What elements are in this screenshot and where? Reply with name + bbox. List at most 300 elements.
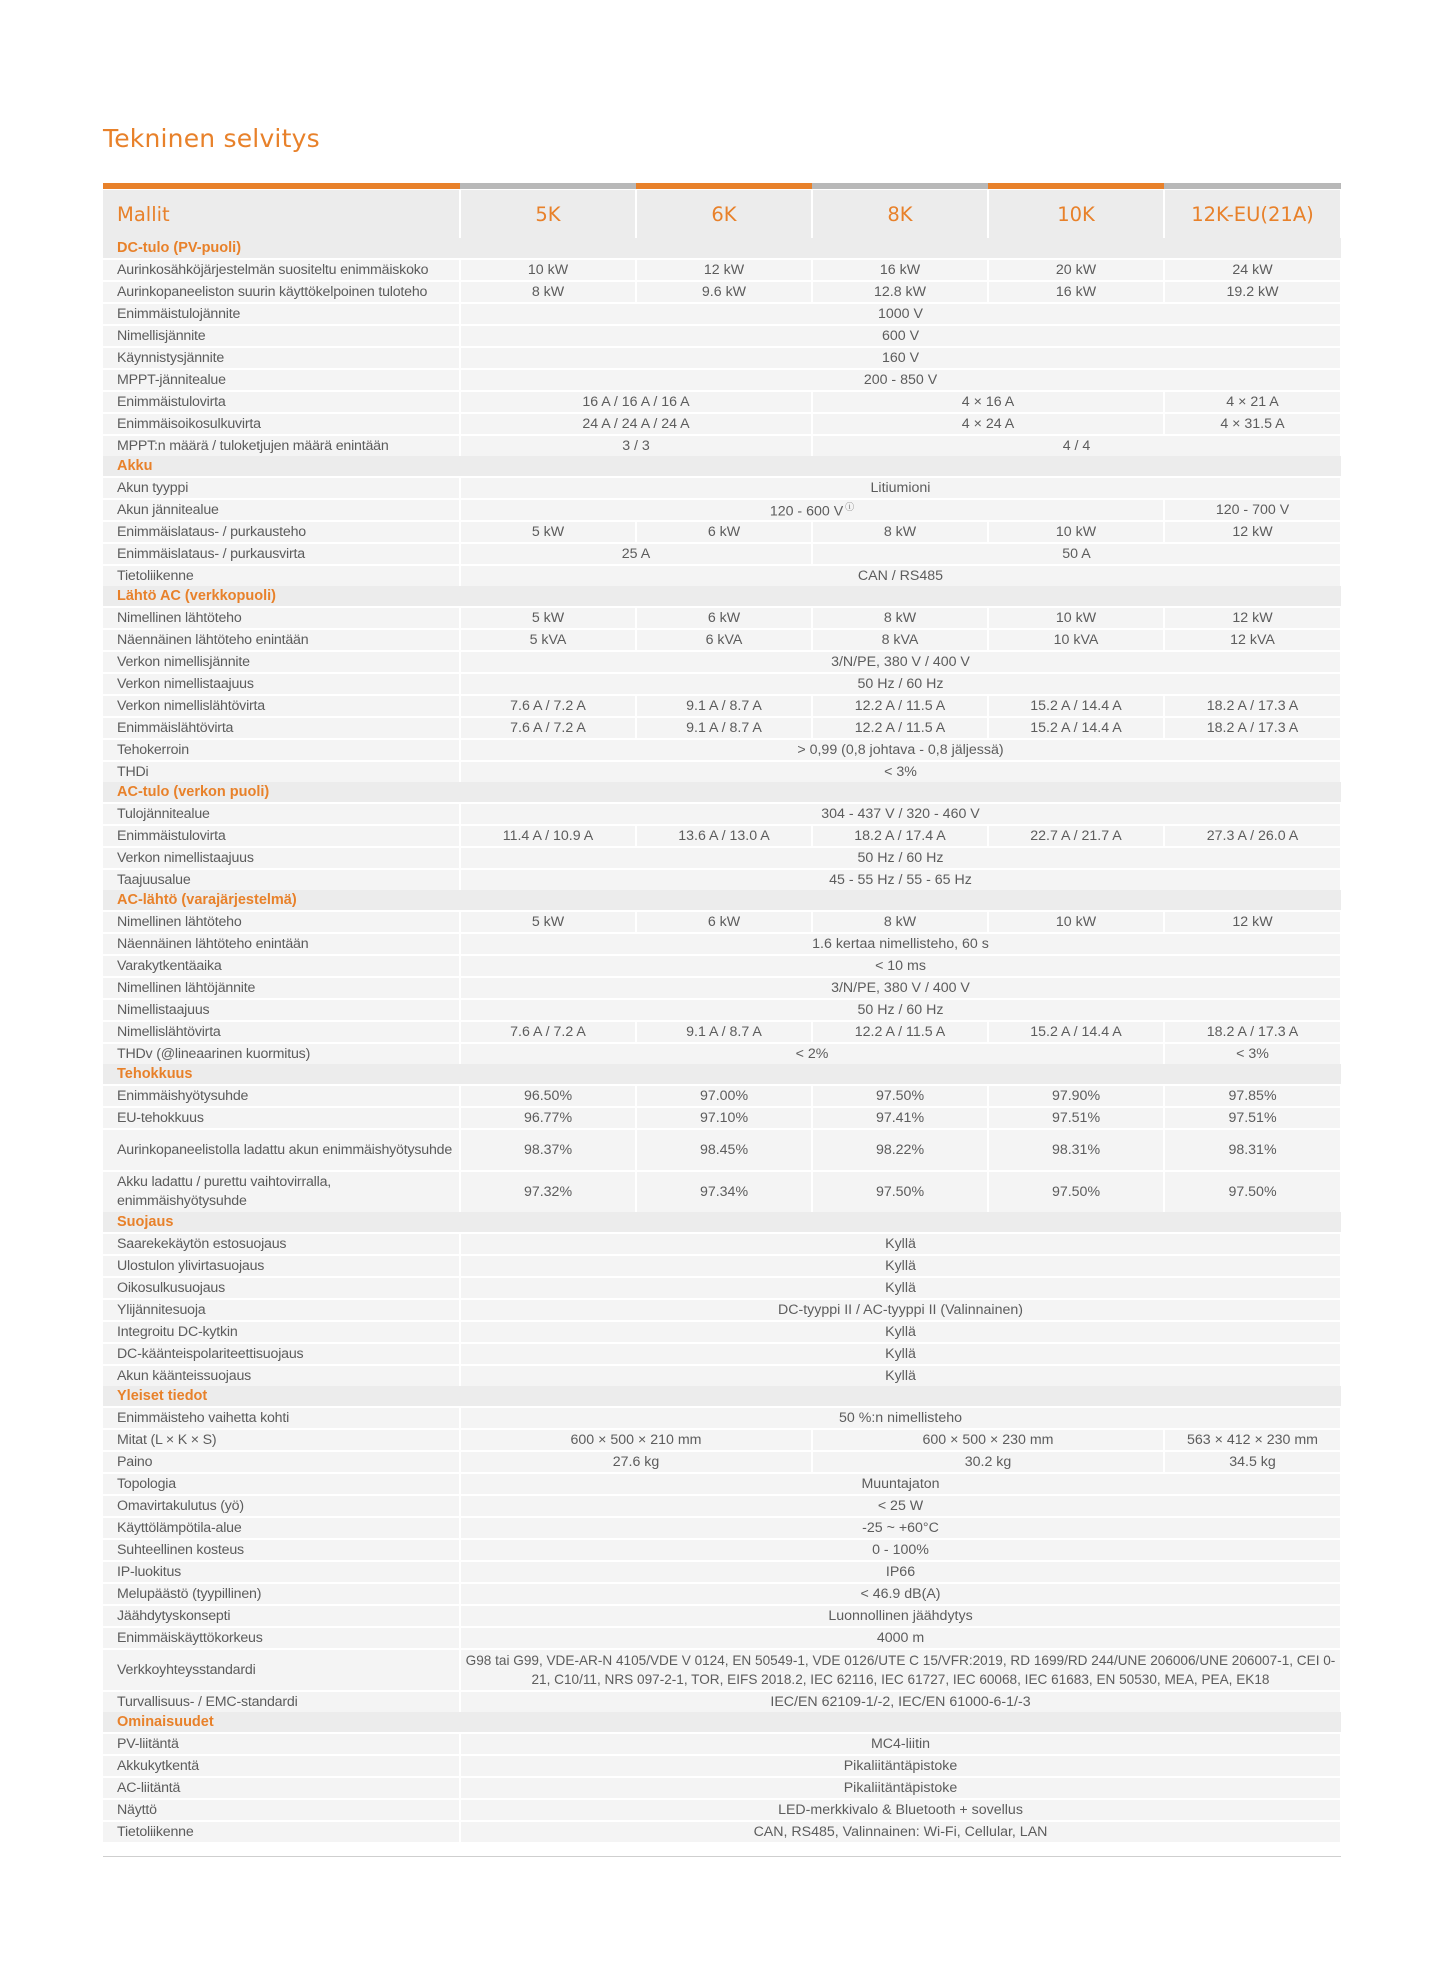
spec-value: 98.31% — [1228, 1141, 1277, 1158]
row-label: Enimmäislataus- / purkausteho — [103, 521, 460, 543]
spec-value: Kyllä — [885, 1280, 916, 1296]
spec-value: 97.50% — [875, 1088, 925, 1104]
table-row — [103, 977, 1341, 999]
spec-value-cell — [460, 1321, 1341, 1343]
row-label: Verkon nimellistaajuus — [103, 673, 460, 695]
row-label: Aurinkopaneeliston suurin käyttökelpoinen tuloteho — [103, 281, 460, 303]
table-row — [103, 1583, 1341, 1605]
spec-value-cell — [812, 1107, 988, 1129]
table-row — [103, 347, 1341, 369]
spec-value-cell — [988, 629, 1164, 651]
table-row — [103, 955, 1341, 977]
spec-value-cell — [812, 259, 988, 281]
spec-value-cell — [812, 911, 988, 933]
spec-value-cell — [988, 1129, 1164, 1171]
spec-value: CAN / RS485 — [857, 568, 944, 584]
spec-value: 12 kW — [703, 262, 745, 278]
spec-value: 22.7 A / 21.7 A — [1030, 828, 1122, 844]
table-row — [103, 1539, 1341, 1561]
spec-value: 8 kW — [883, 914, 917, 930]
row-label: Tietoliikenne — [103, 1821, 460, 1842]
spec-value: 6 kW — [707, 610, 741, 626]
spec-value: 4000 m — [876, 1630, 925, 1646]
spec-value-cell — [460, 1755, 1341, 1777]
table-row — [103, 1451, 1341, 1473]
spec-value-cell — [460, 1451, 812, 1473]
spec-value-cell — [460, 1021, 636, 1043]
spec-value-cell — [812, 413, 1164, 435]
spec-value: MC4-liitin — [870, 1736, 931, 1752]
spec-value-cell — [636, 629, 812, 651]
row-label: Käynnistysjännite — [103, 347, 460, 369]
spec-value-cell — [812, 435, 1341, 456]
spec-value: 24 kW — [1232, 262, 1273, 278]
spec-value: 19.2 kW — [1226, 284, 1279, 300]
table-row — [103, 1777, 1341, 1799]
row-label: Akku ladattu / purettu vaihtovirralla, enimmäishyötysuhde — [103, 1171, 460, 1212]
spec-value: 563 × 412 × 230 mm — [1187, 1432, 1318, 1448]
row-label: Nimellinen lähtöteho — [103, 911, 460, 933]
spec-value: 96.50% — [523, 1088, 573, 1104]
spec-value-cell — [460, 717, 636, 739]
spec-value-cell — [812, 1171, 988, 1212]
section-title: Lähtö AC (verkkopuoli) — [103, 586, 1341, 607]
row-label: Tulojännitealue — [103, 803, 460, 825]
section-header-row — [103, 1386, 1341, 1407]
spec-value: 9.1 A / 8.7 A — [686, 698, 762, 714]
spec-value: 4 × 24 A — [961, 416, 1015, 432]
spec-value-cell — [460, 259, 636, 281]
spec-value-cell — [1164, 1129, 1341, 1171]
spec-value-cell — [1164, 413, 1341, 435]
spec-value: 97.90% — [1051, 1088, 1101, 1104]
spec-value: 50 A — [1062, 546, 1091, 562]
table-row — [103, 629, 1341, 651]
spec-value-cell — [460, 1733, 1341, 1755]
row-label: Mitat (L × K × S) — [103, 1429, 460, 1451]
spec-value: < 2% — [795, 1046, 829, 1062]
spec-value-cell — [460, 1429, 812, 1451]
spec-value-cell — [460, 1277, 1341, 1299]
spec-value-cell — [460, 565, 1341, 586]
spec-value: 97.50% — [1051, 1183, 1101, 1200]
spec-value-cell — [460, 1649, 1341, 1691]
spec-table — [103, 190, 1342, 1842]
row-label: AC-liitäntä — [103, 1777, 460, 1799]
table-row — [103, 717, 1341, 739]
spec-value: 15.2 A / 14.4 A — [1030, 720, 1122, 736]
spec-value: 98.31% — [1051, 1141, 1101, 1158]
spec-value-cell — [460, 1299, 1341, 1321]
section-title: Suojaus — [103, 1212, 1341, 1233]
spec-value: 6 kW — [707, 914, 741, 930]
table-row — [103, 369, 1341, 391]
spec-value-cell — [460, 607, 636, 629]
spec-value-cell — [988, 1021, 1164, 1043]
table-row — [103, 1129, 1341, 1171]
section-header-row — [103, 1212, 1341, 1233]
spec-value: 97.00% — [699, 1088, 749, 1104]
table-row — [103, 869, 1341, 890]
spec-value-cell — [460, 281, 636, 303]
spec-value-cell — [636, 1021, 812, 1043]
spec-value: 1.6 kertaa nimellisteho, 60 s — [812, 936, 989, 952]
spec-value-cell — [460, 847, 1341, 869]
table-row — [103, 1277, 1341, 1299]
spec-value-cell — [460, 1627, 1341, 1649]
spec-value-cell — [460, 1691, 1341, 1712]
color-bar-segment — [460, 183, 636, 189]
table-row — [103, 1691, 1341, 1712]
spec-value-cell — [812, 717, 988, 739]
spec-value-cell — [1164, 825, 1341, 847]
spec-value-cell — [1164, 607, 1341, 629]
spec-value-cell — [812, 1021, 988, 1043]
section-title: Ominaisuudet — [103, 1712, 1341, 1733]
models-label: Mallit — [103, 190, 460, 238]
spec-value: Pikaliitäntäpistoke — [843, 1758, 958, 1774]
row-label: Aurinkopaneelistolla ladattu akun enimmäishyötysuhde — [103, 1129, 460, 1171]
spec-value: Muuntajaton — [861, 1476, 940, 1492]
spec-value-cell — [1164, 1171, 1341, 1212]
spec-value: 12.8 kW — [873, 284, 927, 300]
spec-value: Kyllä — [885, 1324, 916, 1340]
row-label: Enimmäishyötysuhde — [103, 1085, 460, 1107]
page-title: Tekninen selvitys — [103, 124, 320, 153]
spec-value-cell — [636, 281, 812, 303]
spec-value-cell — [460, 347, 1341, 369]
row-label: Näennäinen lähtöteho enintään — [103, 933, 460, 955]
row-label: Integroitu DC-kytkin — [103, 1321, 460, 1343]
row-label: Käyttölämpötila-alue — [103, 1517, 460, 1539]
spec-value-cell — [460, 825, 636, 847]
row-label: Jäähdytyskonsepti — [103, 1605, 460, 1627]
spec-value: 10 kVA — [1053, 632, 1099, 648]
row-label: Akun käänteissuojaus — [103, 1365, 460, 1386]
table-row — [103, 1495, 1341, 1517]
table-row — [103, 435, 1341, 456]
spec-value-cell — [1164, 391, 1341, 413]
spec-value: 9.1 A / 8.7 A — [686, 1024, 762, 1040]
table-row — [103, 933, 1341, 955]
spec-value: 3 / 3 — [622, 438, 650, 454]
spec-value: 98.22% — [875, 1141, 925, 1158]
section-title: Akku — [103, 456, 1341, 477]
spec-value-cell — [460, 1539, 1341, 1561]
spec-value: 50 Hz / 60 Hz — [857, 676, 944, 692]
row-label: Tietoliikenne — [103, 565, 460, 586]
spec-value: 97.10% — [699, 1110, 749, 1126]
table-bottom-rule — [103, 1856, 1341, 1857]
spec-value: 4 × 21 A — [1226, 394, 1279, 410]
spec-value: < 46.9 dB(A) — [860, 1586, 941, 1602]
spec-value: 34.5 kg — [1229, 1454, 1276, 1470]
spec-value: 600 V — [881, 328, 920, 344]
spec-value-cell — [460, 803, 1341, 825]
spec-value-cell — [812, 629, 988, 651]
table-row — [103, 1233, 1341, 1255]
section-header-row — [103, 782, 1341, 803]
spec-value: 6 kVA — [705, 632, 743, 648]
spec-value-cell — [460, 739, 1341, 761]
spec-value-cell — [460, 435, 812, 456]
table-row — [103, 477, 1341, 499]
section-title: Tehokkuus — [103, 1064, 1341, 1085]
row-label: Enimmäislataus- / purkausvirta — [103, 543, 460, 565]
spec-value-cell — [460, 391, 812, 413]
spec-value: 25 A — [621, 546, 651, 562]
spec-value: 24 A / 24 A / 24 A — [582, 416, 690, 432]
spec-value-cell — [812, 281, 988, 303]
table-row — [103, 1649, 1341, 1691]
table-row — [103, 325, 1341, 347]
spec-value: 11.4 A / 10.9 A — [502, 828, 594, 844]
spec-value-cell — [460, 1171, 636, 1212]
spec-value-cell — [988, 281, 1164, 303]
spec-value: Kyllä — [885, 1346, 916, 1362]
table-row — [103, 1255, 1341, 1277]
section-title: DC-tulo (PV-puoli) — [103, 238, 1341, 259]
spec-value-cell — [460, 933, 1341, 955]
row-label: EU-tehokkuus — [103, 1107, 460, 1129]
spec-value: 50 Hz / 60 Hz — [857, 1002, 944, 1018]
spec-value: 6 kW — [707, 524, 741, 540]
spec-value-cell — [460, 911, 636, 933]
row-label: Topologia — [103, 1473, 460, 1495]
spec-value: Litiumioni — [870, 480, 931, 496]
spec-value: 8 kW — [531, 284, 565, 300]
row-label: Akun tyyppi — [103, 477, 460, 499]
spec-value: Kyllä — [885, 1258, 916, 1274]
spec-value-cell — [988, 521, 1164, 543]
spec-value: < 25 W — [877, 1498, 924, 1514]
spec-value-cell — [1164, 499, 1341, 521]
table-row — [103, 1085, 1341, 1107]
table-row — [103, 259, 1341, 281]
table-row — [103, 1407, 1341, 1429]
spec-value-cell — [460, 1517, 1341, 1539]
table-row — [103, 1821, 1341, 1842]
spec-value: 12.2 A / 11.5 A — [854, 1024, 946, 1040]
spec-value: 27.6 kg — [612, 1454, 660, 1470]
header-color-bar — [103, 183, 1341, 189]
row-label: Saarekekäytön estosuojaus — [103, 1233, 460, 1255]
color-bar-segment — [636, 183, 812, 189]
spec-value-cell — [1164, 695, 1341, 717]
color-bar-segment — [1164, 183, 1341, 189]
spec-value-cell — [636, 825, 812, 847]
spec-value: Pikaliitäntäpistoke — [843, 1780, 958, 1796]
row-label: Tehokerroin — [103, 739, 460, 761]
spec-value-cell — [988, 1171, 1164, 1212]
row-label: Näyttö — [103, 1799, 460, 1821]
row-label: Nimellisjännite — [103, 325, 460, 347]
row-label: Nimellistaajuus — [103, 999, 460, 1021]
spec-value-cell — [460, 1107, 636, 1129]
spec-value: 30.2 kg — [964, 1454, 1012, 1470]
spec-value-cell — [988, 259, 1164, 281]
row-label: Melupäästö (tyypillinen) — [103, 1583, 460, 1605]
spec-value-cell — [988, 1107, 1164, 1129]
table-row — [103, 1299, 1341, 1321]
row-label: Enimmäislähtövirta — [103, 717, 460, 739]
spec-value-cell — [1164, 1429, 1341, 1451]
spec-value-cell — [636, 1107, 812, 1129]
spec-value-cell — [636, 911, 812, 933]
table-row — [103, 1021, 1341, 1043]
spec-value-cell — [460, 695, 636, 717]
model-header-row — [103, 190, 1341, 238]
spec-value-cell — [460, 673, 1341, 695]
spec-value-cell — [636, 695, 812, 717]
spec-value-cell — [988, 1085, 1164, 1107]
table-row — [103, 1561, 1341, 1583]
spec-value: < 10 ms — [875, 958, 926, 974]
spec-value: 15.2 A / 14.4 A — [1030, 1024, 1122, 1040]
spec-value: 97.50% — [875, 1183, 925, 1200]
spec-value-cell — [812, 695, 988, 717]
spec-value-cell — [460, 629, 636, 651]
spec-value-cell — [460, 1343, 1341, 1365]
spec-value-cell — [460, 1777, 1341, 1799]
spec-value: 98.37% — [523, 1141, 573, 1158]
row-label: Verkon nimellisjännite — [103, 651, 460, 673]
row-label: Taajuusalue — [103, 869, 460, 890]
spec-value-cell — [460, 651, 1341, 673]
table-row — [103, 999, 1341, 1021]
spec-value: 16 A / 16 A / 16 A — [582, 394, 690, 410]
color-bar-segment — [103, 183, 460, 189]
model-header: 10K — [988, 190, 1164, 238]
spec-value-cell — [460, 1583, 1341, 1605]
spec-value: 50 %:n nimellisteho — [838, 1410, 963, 1426]
spec-value-cell — [812, 1129, 988, 1171]
spec-value: 20 kW — [1055, 262, 1097, 278]
table-row — [103, 1321, 1341, 1343]
row-label: Varakytkentäaika — [103, 955, 460, 977]
section-header-row — [103, 456, 1341, 477]
table-row — [103, 803, 1341, 825]
spec-value-cell — [460, 869, 1341, 890]
spec-value-cell — [1164, 1451, 1341, 1473]
spec-value: IEC/EN 62109-1/-2, IEC/EN 61000-6-1/-3 — [770, 1694, 1031, 1710]
spec-value: 10 kW — [1055, 914, 1097, 930]
spec-value-cell — [460, 325, 1341, 347]
table-row — [103, 1343, 1341, 1365]
row-label: Nimellislähtövirta — [103, 1021, 460, 1043]
table-row — [103, 1755, 1341, 1777]
row-label: Nimellinen lähtöjännite — [103, 977, 460, 999]
spec-value: 7.6 A / 7.2 A — [510, 698, 586, 714]
spec-value-cell — [988, 607, 1164, 629]
spec-value: 45 - 55 Hz / 55 - 65 Hz — [829, 872, 972, 888]
spec-value-cell — [460, 1085, 636, 1107]
row-label: Ulostulon ylivirtasuojaus — [103, 1255, 460, 1277]
table-row — [103, 695, 1341, 717]
spec-value: 7.6 A / 7.2 A — [510, 720, 586, 736]
table-row — [103, 1473, 1341, 1495]
spec-value-cell — [460, 1473, 1341, 1495]
spec-value: 97.32% — [523, 1183, 573, 1200]
spec-value-cell — [636, 521, 812, 543]
table-row — [103, 911, 1341, 933]
row-label: Nimellinen lähtöteho — [103, 607, 460, 629]
table-row — [103, 1365, 1341, 1386]
color-bar-segment — [988, 183, 1164, 189]
spec-value: 12 kW — [1232, 914, 1273, 930]
row-label: IP-luokitus — [103, 1561, 460, 1583]
spec-value: 97.85% — [1228, 1088, 1277, 1104]
spec-value-cell — [636, 717, 812, 739]
spec-value-cell — [460, 1365, 1341, 1386]
spec-value: 0 - 100% — [872, 1542, 929, 1558]
spec-value-cell — [1164, 1107, 1341, 1129]
spec-value-cell — [460, 1821, 1341, 1842]
spec-value: 3/N/PE, 380 V / 400 V — [831, 980, 970, 996]
spec-value: 50 Hz / 60 Hz — [857, 850, 944, 866]
spec-value: 27.3 A / 26.0 A — [1206, 828, 1299, 844]
spec-value: 96.77% — [523, 1110, 573, 1126]
spec-value: 120 - 700 V — [1215, 502, 1290, 518]
spec-value: Kyllä — [885, 1368, 916, 1384]
table-row — [103, 521, 1341, 543]
spec-value: 13.6 A / 13.0 A — [678, 828, 770, 844]
row-label: Ylijännitesuoja — [103, 1299, 460, 1321]
row-label: PV-liitäntä — [103, 1733, 460, 1755]
spec-value-cell — [460, 1043, 1164, 1064]
spec-value-cell — [812, 1429, 1164, 1451]
spec-value-cell — [812, 825, 988, 847]
table-row — [103, 1605, 1341, 1627]
table-row — [103, 303, 1341, 325]
spec-value-cell — [460, 521, 636, 543]
spec-value: 8 kW — [883, 524, 917, 540]
spec-value-cell — [1164, 911, 1341, 933]
table-row — [103, 673, 1341, 695]
table-row — [103, 1171, 1341, 1212]
row-label: Paino — [103, 1451, 460, 1473]
spec-value-cell — [812, 1451, 1164, 1473]
section-header-row — [103, 890, 1341, 911]
spec-value: 600 × 500 × 230 mm — [922, 1432, 1054, 1448]
spec-value-cell — [460, 477, 1341, 499]
spec-value-cell — [988, 825, 1164, 847]
spec-value-cell — [460, 413, 812, 435]
row-label: Enimmäistulovirta — [103, 391, 460, 413]
row-label: Enimmäiskäyttökorkeus — [103, 1627, 460, 1649]
spec-value: Luonnollinen jäähdytys — [828, 1608, 973, 1624]
table-row — [103, 565, 1341, 586]
row-label: MPPT-jännitealue — [103, 369, 460, 391]
color-bar-segment — [812, 183, 988, 189]
spec-value: 98.45% — [699, 1141, 749, 1158]
row-label: Akun jännitealue — [103, 499, 460, 521]
spec-value-cell — [460, 1561, 1341, 1583]
spec-value-cell — [1164, 1085, 1341, 1107]
table-row — [103, 413, 1341, 435]
spec-value: IP66 — [885, 1564, 916, 1580]
spec-value: 7.6 A / 7.2 A — [510, 1024, 586, 1040]
row-label: Verkon nimellistaajuus — [103, 847, 460, 869]
row-label: Verkon nimellislähtövirta — [103, 695, 460, 717]
spec-value: 9.1 A / 8.7 A — [686, 720, 762, 736]
spec-value-cell — [812, 543, 1341, 565]
row-label: Enimmäisteho vaihetta kohti — [103, 1407, 460, 1429]
spec-value: CAN, RS485, Valinnainen: Wi-Fi, Cellular, LAN — [753, 1824, 1048, 1840]
row-label: Enimmäistulovirta — [103, 825, 460, 847]
spec-value-cell — [988, 911, 1164, 933]
spec-value-cell — [460, 1495, 1341, 1517]
